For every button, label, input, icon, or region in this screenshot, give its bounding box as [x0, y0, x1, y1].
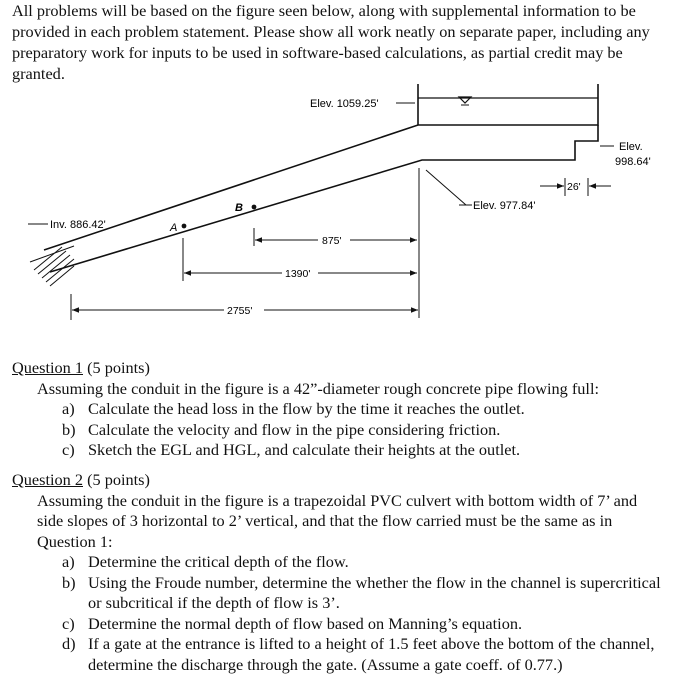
question-1 — [12, 358, 667, 461]
item-label: b) — [62, 419, 76, 439]
question-2-title — [12, 470, 667, 491]
label-dim-875: 875' — [322, 235, 342, 247]
item-label: c) — [62, 440, 75, 459]
item-text: Determine the critical depth of the flow. — [88, 552, 349, 571]
label-elev-junction: Elev. 977.84' — [473, 200, 536, 212]
question-1-items — [12, 399, 667, 461]
label-elev-outlet-value: 998.64' — [615, 156, 651, 168]
label-dim-26: 26' — [567, 181, 581, 193]
label-point-b: B — [235, 202, 243, 214]
item-label: c) — [62, 613, 75, 633]
question-2-points: (5 points) — [83, 470, 150, 489]
item-text: Calculate the head loss in the flow by the time it reaches the outlet. — [88, 399, 525, 418]
item-label: d) — [62, 634, 76, 653]
question-1-item-c — [12, 440, 667, 461]
label-dim-2755: 2755' — [227, 305, 253, 317]
question-2-body: Assuming the conduit in the figure is a trapezoidal PVC culvert with bottom width of 7’ and side slopes of 3 horizontal to 2’ vertical, and that the flow carried must be the same as in Question 1: — [37, 490, 638, 551]
item-text: If a gate at the entrance is lifted to a height of 1.5 feet above the bottom of the channel, determine the discharge through the gate. (Assume a gate coeff. of 0.77.) — [88, 634, 655, 674]
question-1-heading: Question 1 — [12, 358, 83, 377]
conduit-figure — [0, 84, 673, 324]
question-2-item-a — [12, 552, 667, 573]
item-label: b) — [62, 572, 76, 592]
question-2-items — [12, 552, 667, 675]
item-text: Using the Froude number, determine the whether the flow in the channel is supercritical or subcritical if the depth of flow is 3’. — [88, 572, 661, 612]
label-elev-reservoir: Elev. 1059.25' — [310, 98, 379, 110]
question-2-item-d — [12, 634, 667, 675]
item-text: Sketch the EGL and HGL, and calculate their heights at the outlet. — [88, 440, 521, 459]
question-1-title — [12, 358, 667, 379]
label-invert: Inv. 886.42' — [50, 219, 106, 231]
point-b-dot — [252, 205, 257, 210]
point-a-dot — [182, 224, 187, 229]
intro-paragraph: All problems will be based on the figure seen below, along with supplemental information to be provided in each problem statement. Please show all work neatly on separate paper, including any preparatory work for inputs to be used in software-based calculations, as partial credit may be granted. — [12, 1, 650, 83]
leader-elev-junction — [426, 170, 466, 205]
question-1-item-b — [12, 420, 667, 441]
label-dim-1390: 1390' — [285, 268, 311, 280]
question-1-points: (5 points) — [83, 358, 150, 377]
question-1-item-a — [12, 399, 667, 420]
label-point-a: A — [170, 222, 178, 234]
question-2-item-c — [12, 614, 667, 635]
item-text: Calculate the velocity and flow in the pipe considering friction. — [88, 419, 501, 439]
item-text: Determine the normal depth of flow based on Manning’s equation. — [88, 613, 523, 633]
item-label: a) — [62, 552, 75, 571]
label-elev-outlet: Elev. — [619, 141, 643, 153]
question-1-body: Assuming the conduit in the figure is a 42”-diameter rough concrete pipe flowing full: — [37, 378, 600, 398]
item-label: a) — [62, 399, 75, 418]
question-2-heading: Question 2 — [12, 470, 83, 489]
conduit-lower-wall — [50, 125, 598, 272]
question-2-item-b — [12, 573, 667, 614]
question-2 — [12, 470, 667, 675]
